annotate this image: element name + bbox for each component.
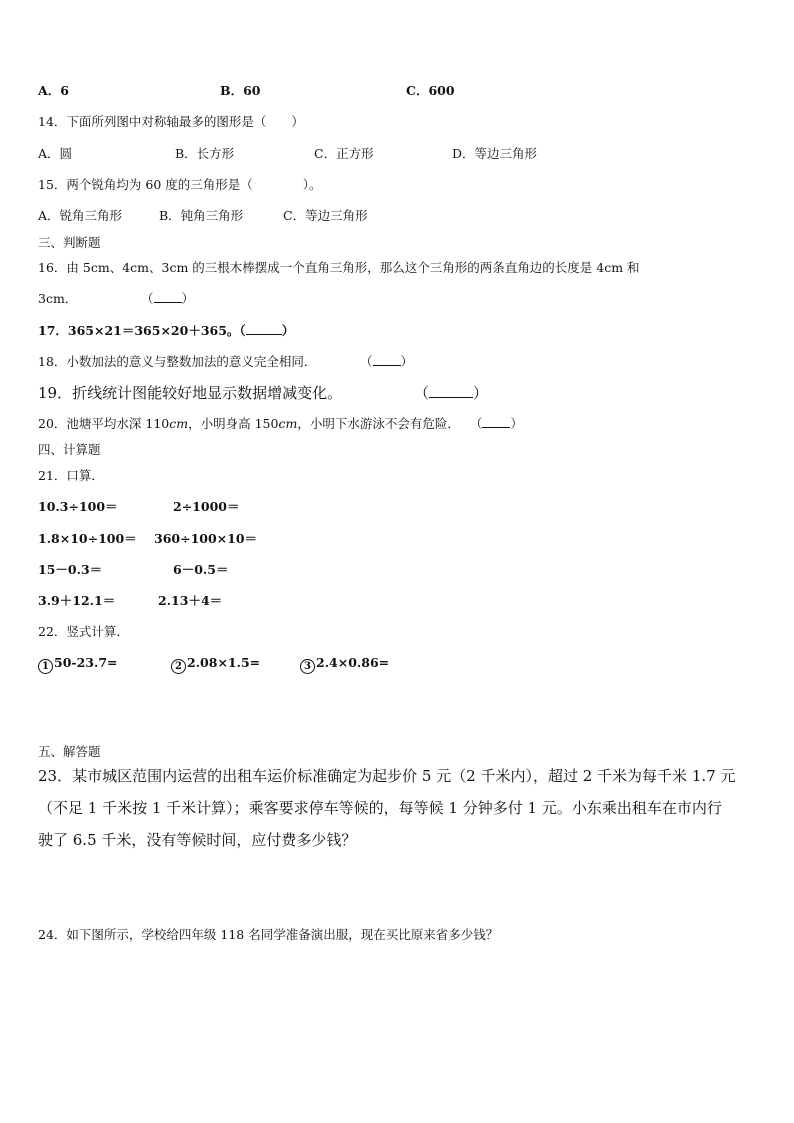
question-20 — [38, 416, 523, 432]
option-c: C．正方形 — [314, 146, 374, 161]
option-c: C．600 — [406, 83, 455, 98]
calc-item: 360÷100×10＝ — [154, 531, 258, 546]
calc-item: 3.9＋12.1＝ — [38, 593, 116, 608]
question-19-text: 19．折线统计图能较好地显示数据增减变化。 — [38, 384, 343, 402]
question-17-text: 17．365×21＝365×20＋365。 — [38, 323, 240, 338]
calc-item: 2.13＋4＝ — [158, 593, 223, 608]
calc-item: 10.3÷100＝ — [38, 499, 118, 514]
circled-number-3: 3 — [300, 659, 315, 674]
calc-item: 6－0.5＝ — [173, 562, 229, 577]
section-heading-judgement: 三、判断题 — [38, 235, 101, 250]
calc-item: 1.8×10÷100＝ — [38, 531, 137, 546]
question-24: 24．如下图所示，学校给四年级 118 名同学准备演出服，现在买比原来省多少钱？ — [38, 927, 499, 942]
answer-blank[interactable]: （ ） — [141, 291, 195, 306]
question-23-line2: （不足 1 千米按 1 千米计算）；乘客要求停车等候的，每等候 1 分钟多付 1 元。小东乘出租车在市内行 — [38, 799, 722, 817]
circled-number-1: 1 — [38, 659, 53, 674]
question-15: 15．两个锐角均为 60 度的三角形是（ ）。 — [38, 177, 322, 192]
section-heading-calculation: 四、计算题 — [38, 442, 101, 457]
calc-item: 15－0.3＝ — [38, 562, 103, 577]
option-d: D．等边三角形 — [452, 146, 538, 161]
option-b: B．60 — [220, 83, 261, 98]
answer-blank[interactable]: （ ） — [469, 416, 523, 431]
vertical-calc-item: 2 2.08×1.5= — [171, 655, 260, 674]
option-a: A．圆 — [38, 146, 73, 161]
question-17 — [38, 323, 294, 339]
option-b: B．钝角三角形 — [159, 208, 244, 223]
question-16-text: 3cm． — [38, 291, 78, 306]
answer-blank[interactable]: （ ） — [360, 354, 414, 369]
option-a: A．锐角三角形 — [38, 208, 123, 223]
vertical-calc-item: 1 50-23.7= — [38, 655, 118, 674]
question-18 — [38, 354, 414, 370]
answer-blank[interactable]: （ ） — [414, 384, 489, 402]
question-16-line2 — [38, 291, 195, 307]
answer-blank[interactable]: （ ） — [239, 323, 295, 338]
question-20-text: 20．池塘平均水深 110cm，小明身高 150cm，小明下水游泳不会有危险． — [38, 416, 460, 431]
vertical-calc-item: 3 2.4×0.86= — [300, 655, 389, 674]
circled-number-2: 2 — [171, 659, 186, 674]
option-c: C．等边三角形 — [283, 208, 368, 223]
option-b: B．长方形 — [175, 146, 235, 161]
question-22-title: 22．竖式计算． — [38, 624, 129, 639]
calc-item: 2÷1000＝ — [173, 499, 240, 514]
question-16-line1: 16．由 5cm、4cm、3cm 的三根木棒摆成一个直角三角形，那么这个三角形的两条直角边的长度是 4cm 和 — [38, 260, 640, 275]
question-23-line3: 驶了 6.5 千米，没有等候时间，应付费多少钱？ — [38, 831, 357, 849]
section-heading-word-problems: 五、解答题 — [38, 744, 101, 759]
question-14: 14．下面所列图中对称轴最多的图形是（ ） — [38, 114, 304, 129]
question-23-line1: 23．某市城区范围内运营的出租车运价标准确定为起步价 5 元（2 千米内），超过 2 千米为每千米 1.7 元 — [38, 767, 736, 785]
option-a: A．6 — [38, 83, 69, 98]
question-19 — [38, 383, 489, 403]
question-18-text: 18．小数加法的意义与整数加法的意义完全相同． — [38, 354, 317, 369]
question-21-title: 21．口算． — [38, 468, 104, 483]
